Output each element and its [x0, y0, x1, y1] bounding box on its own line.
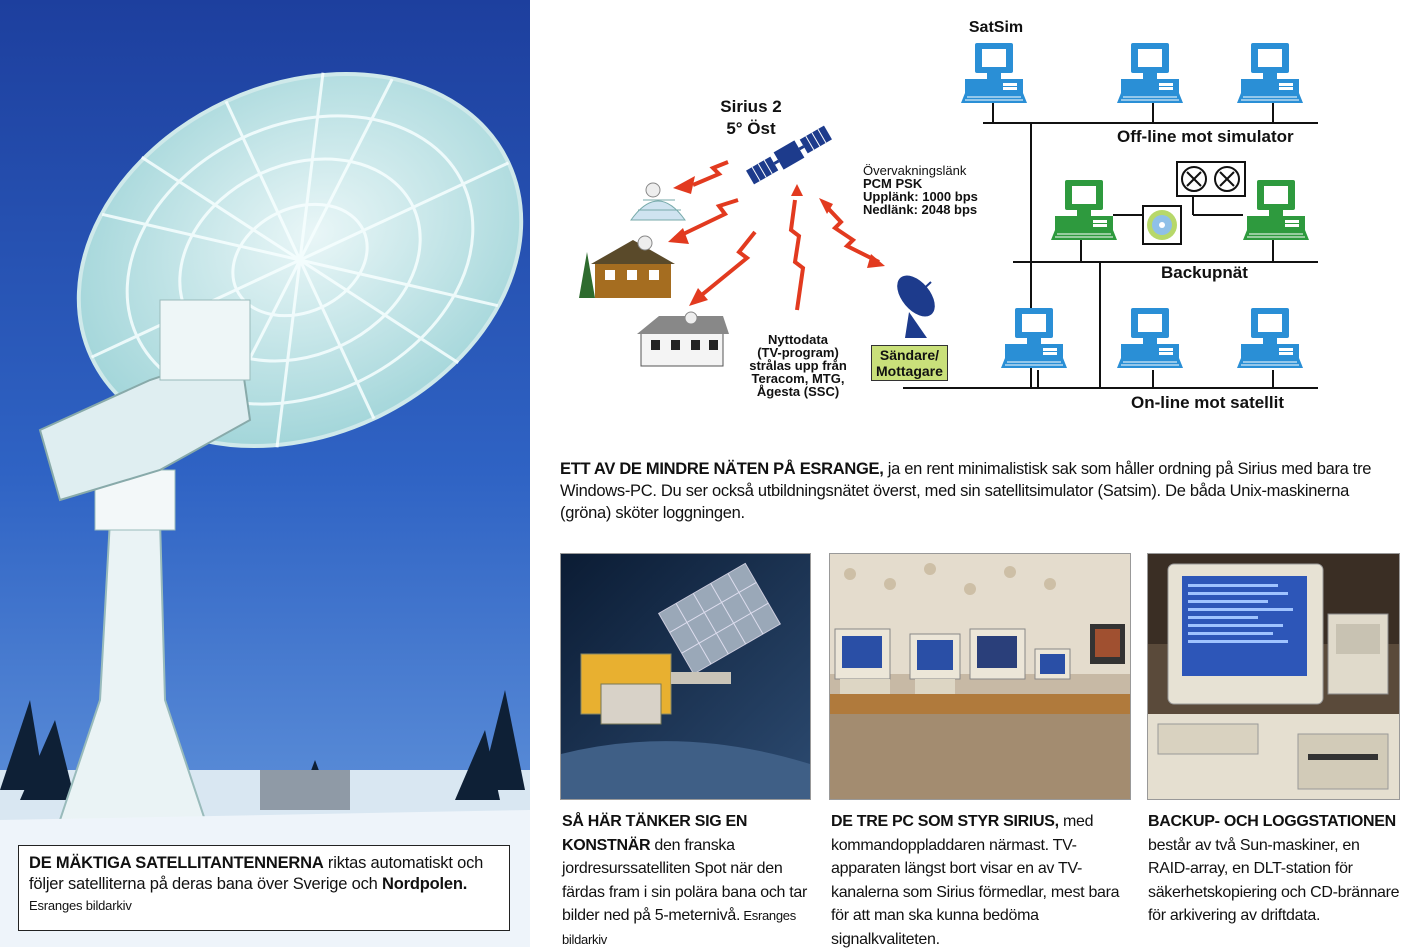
ground-dish-icon	[890, 269, 942, 338]
sender-line-1: Sändare/	[879, 347, 940, 363]
online-pc-2-icon	[1117, 308, 1183, 368]
monitoring-link-uplink: Upplänk: 1000 bps	[863, 189, 978, 204]
payload-line-1: Nyttodata	[768, 332, 828, 347]
online-pc-1-icon	[1001, 308, 1067, 368]
diagram-caption	[560, 458, 1396, 524]
payload-line-3: strålas upp från	[749, 358, 847, 373]
offline-network-label: Off-line mot simulator	[1117, 127, 1294, 146]
backup-network-label: Backupnät	[1161, 263, 1248, 282]
payload-line-5: Ågesta (SSC)	[756, 384, 840, 399]
antenna-photo	[0, 0, 530, 947]
control-room-caption	[831, 810, 1131, 951]
sender-receiver-label	[871, 345, 948, 381]
payload-line-2: (TV-program)	[757, 345, 839, 360]
satsim-pc-icon	[961, 43, 1027, 103]
antenna-caption-lead: DE MÄKTIGA SATELLITANTENNERNA	[29, 854, 324, 872]
house-icon	[637, 312, 729, 366]
diagram-caption-lead: ETT AV DE MINDRE NÄTEN PÅ ESRANGE,	[560, 460, 884, 478]
antenna-caption-text: riktas automatiskt och följer satelliterna på deras bana över Sverige och	[29, 854, 484, 893]
antenna-caption	[18, 845, 510, 931]
photo-caption-3-text: består av två Sun-maskiner, en RAID-array, en DLT-station för säkerhetskopiering och CD-brännare för arkivering av driftdata.	[1148, 836, 1400, 924]
photo-caption-1-credit: Esranges bildarkiv	[562, 908, 796, 947]
spot-satellite-caption	[562, 810, 812, 951]
satellite-position: 5° Öst	[726, 119, 776, 138]
payload-line-4: Teracom, MTG,	[751, 371, 845, 386]
network-diagram	[533, 0, 1404, 445]
satellite-name: Sirius 2	[720, 97, 782, 116]
payload-label	[733, 333, 863, 398]
antenna-caption-credit: Esranges bildarkiv	[29, 898, 132, 913]
photo-caption-2-text: med kommandoppladdaren närmast. TV-apparaten längst bort visar en av TV-kanalerna som Sirius förmedlar, mest bara för att man ska kunna bedöma signalkvaliteten.	[831, 813, 1120, 948]
backup-station-photo	[1147, 553, 1400, 800]
online-pc-3-icon	[1237, 308, 1303, 368]
sender-line-2: Mottagare	[876, 363, 943, 379]
photo-caption-1-lead: SÅ HÄR TÄNKER SIG EN KONSTNÄR	[562, 813, 748, 854]
photo-caption-2-lead: DE TRE PC SOM STYR SIRIUS,	[831, 813, 1059, 830]
cabin-icon	[579, 236, 675, 298]
raid-array-icon	[1177, 162, 1245, 196]
monitoring-link-label	[863, 164, 978, 216]
control-room-photo	[829, 553, 1131, 800]
monitoring-link-modulation: PCM PSK	[863, 176, 923, 191]
monitoring-link-title: Övervakningslänk	[863, 163, 967, 178]
offline-pc-2-icon	[1237, 43, 1303, 103]
sirius-label	[711, 96, 791, 140]
cd-icon	[1143, 206, 1181, 244]
offline-pc-1-icon	[1117, 43, 1183, 103]
online-network-label: On-line mot satellit	[1131, 393, 1285, 412]
backup-pc-2-icon	[1243, 180, 1309, 240]
backup-pc-1-icon	[1051, 180, 1117, 240]
photo-caption-3-lead: BACKUP- OCH LOGGSTATIONEN	[1148, 813, 1396, 830]
diagram-caption-text: ja en rent minimalistisk sak som håller ordning på Sirius med bara tre Windows-PC. Du ser också utbildningsnätet överst, med sin satellitsimulator (Satsim). De båda Unix-maskinerna (gröna) sköter loggningen.	[560, 460, 1372, 522]
photo-caption-1-text: den franska jordresurssatelliten Spot när den färdas fram i sin polära bana och tar bilder ned på 5-meternivå.	[562, 836, 808, 924]
antenna-caption-bold-end: Nordpolen.	[382, 875, 468, 893]
satsim-label: SatSim	[968, 19, 1024, 36]
spot-satellite-photo	[560, 553, 811, 800]
backup-station-caption	[1148, 810, 1400, 928]
monitoring-link-downlink: Nedlänk: 2048 bps	[863, 202, 978, 217]
